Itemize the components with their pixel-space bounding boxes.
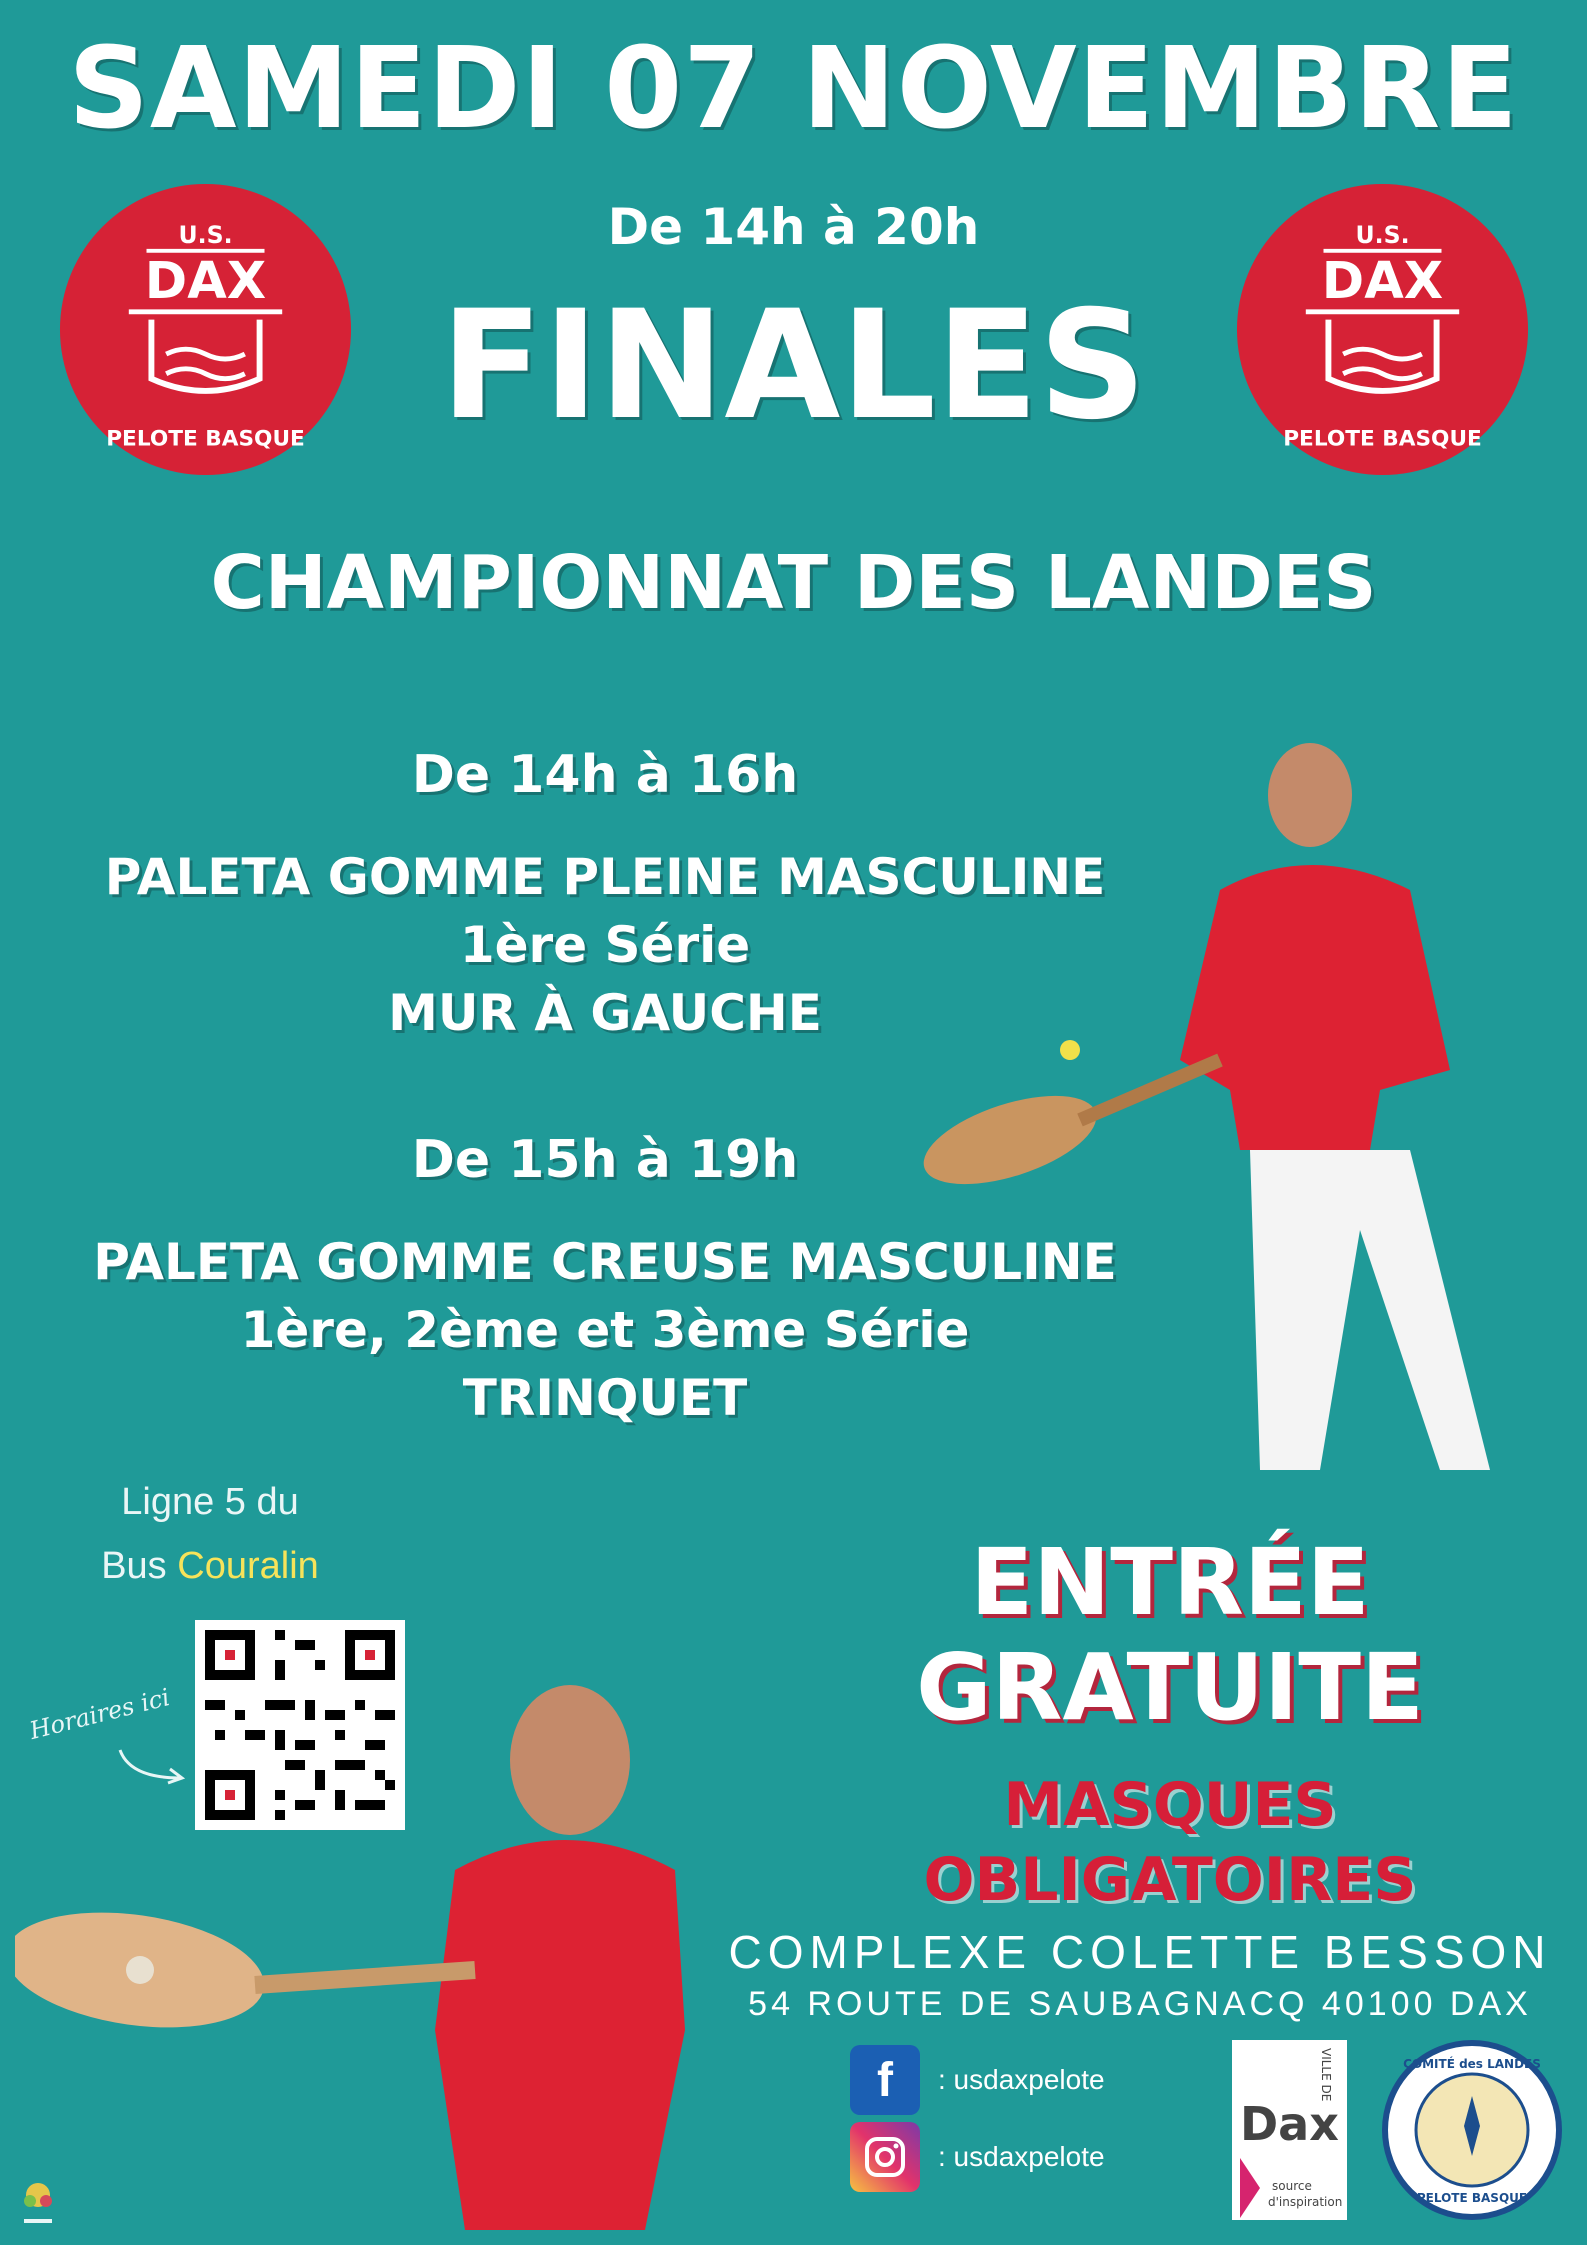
ville-dax-logo bbox=[1232, 2040, 1347, 2220]
event-hours: De 14h à 20h bbox=[607, 198, 980, 256]
masks-line-1: MASQUES bbox=[1003, 1770, 1337, 1840]
masks-line-2: OBLIGATOIRES bbox=[923, 1845, 1417, 1915]
event-category: PALETA GOMME CREUSE MASCULINE bbox=[93, 1233, 1117, 1291]
event-series: 1ère, 2ème et 3ème Série bbox=[240, 1301, 970, 1359]
championship-subtitle: CHAMPIONNAT DES LANDES bbox=[210, 540, 1377, 626]
club-logo-left bbox=[58, 182, 353, 477]
club-logo-name: DAX bbox=[144, 252, 267, 312]
facebook-icon: f bbox=[850, 2045, 920, 2115]
ville-tagline-2: d'inspiration bbox=[1268, 2195, 1343, 2209]
qr-code[interactable] bbox=[195, 1620, 405, 1830]
instagram-link[interactable] bbox=[850, 2122, 1105, 2192]
event-court: MUR À GAUCHE bbox=[388, 984, 822, 1042]
event-time: De 15h à 19h bbox=[411, 1130, 799, 1190]
comite-bottom-text: PELOTE BASQUE bbox=[1416, 2191, 1528, 2205]
facebook-link[interactable] bbox=[850, 2045, 1105, 2115]
venue-name: COMPLEXE COLETTE BESSON bbox=[728, 1926, 1552, 1978]
club-logo-top: U.S. bbox=[1355, 220, 1410, 249]
venue-address: 54 ROUTE DE SAUBAGNACQ 40100 DAX bbox=[748, 1985, 1532, 2023]
club-logo-right bbox=[1235, 182, 1530, 477]
entry-line-1: ENTRÉE bbox=[970, 1529, 1370, 1636]
comite-landes-logo bbox=[1382, 2040, 1562, 2220]
instagram-handle: : usdaxpelote bbox=[938, 2141, 1105, 2172]
player-photo-bottom bbox=[15, 1640, 795, 2245]
ville-label: VILLE DE bbox=[1319, 2048, 1333, 2102]
entry-line-2: GRATUITE bbox=[916, 1634, 1424, 1741]
bus-line: Ligne 5 du bbox=[121, 1481, 299, 1523]
ville-tagline-1: source bbox=[1272, 2179, 1312, 2193]
bus-highlight: Couralin bbox=[177, 1545, 319, 1587]
instagram-icon bbox=[850, 2122, 920, 2192]
small-emblem-icon bbox=[18, 2175, 58, 2235]
bus-name: Bus Couralin bbox=[101, 1545, 319, 1587]
player-photo-top bbox=[920, 720, 1520, 1520]
event-category: PALETA GOMME PLEINE MASCULINE bbox=[104, 848, 1106, 906]
event-date: SAMEDI 07 NOVEMBRE bbox=[68, 24, 1519, 154]
club-logo-name: DAX bbox=[1321, 252, 1444, 312]
qr-hint: Horaires ici bbox=[26, 1683, 173, 1745]
masks-notice bbox=[860, 1768, 1480, 1918]
ville-name: Dax bbox=[1240, 2097, 1339, 2151]
club-logo-ring-text: PELOTE BASQUE bbox=[1283, 426, 1482, 452]
event-series: 1ère Série bbox=[459, 916, 751, 974]
comite-top-text: COMITÉ des LANDES bbox=[1403, 2057, 1541, 2071]
free-entry-text bbox=[860, 1530, 1480, 1740]
qr-code-image bbox=[195, 1620, 405, 1830]
bus-info bbox=[60, 1470, 360, 1598]
event-court: TRINQUET bbox=[462, 1369, 748, 1427]
club-logo-ring-text: PELOTE BASQUE bbox=[106, 426, 305, 452]
club-logo-top: U.S. bbox=[178, 220, 233, 249]
page-title: FINALES bbox=[440, 279, 1147, 453]
event-time: De 14h à 16h bbox=[411, 745, 799, 805]
arrow-icon bbox=[115, 1745, 190, 1785]
facebook-handle: : usdaxpelote bbox=[938, 2064, 1105, 2095]
